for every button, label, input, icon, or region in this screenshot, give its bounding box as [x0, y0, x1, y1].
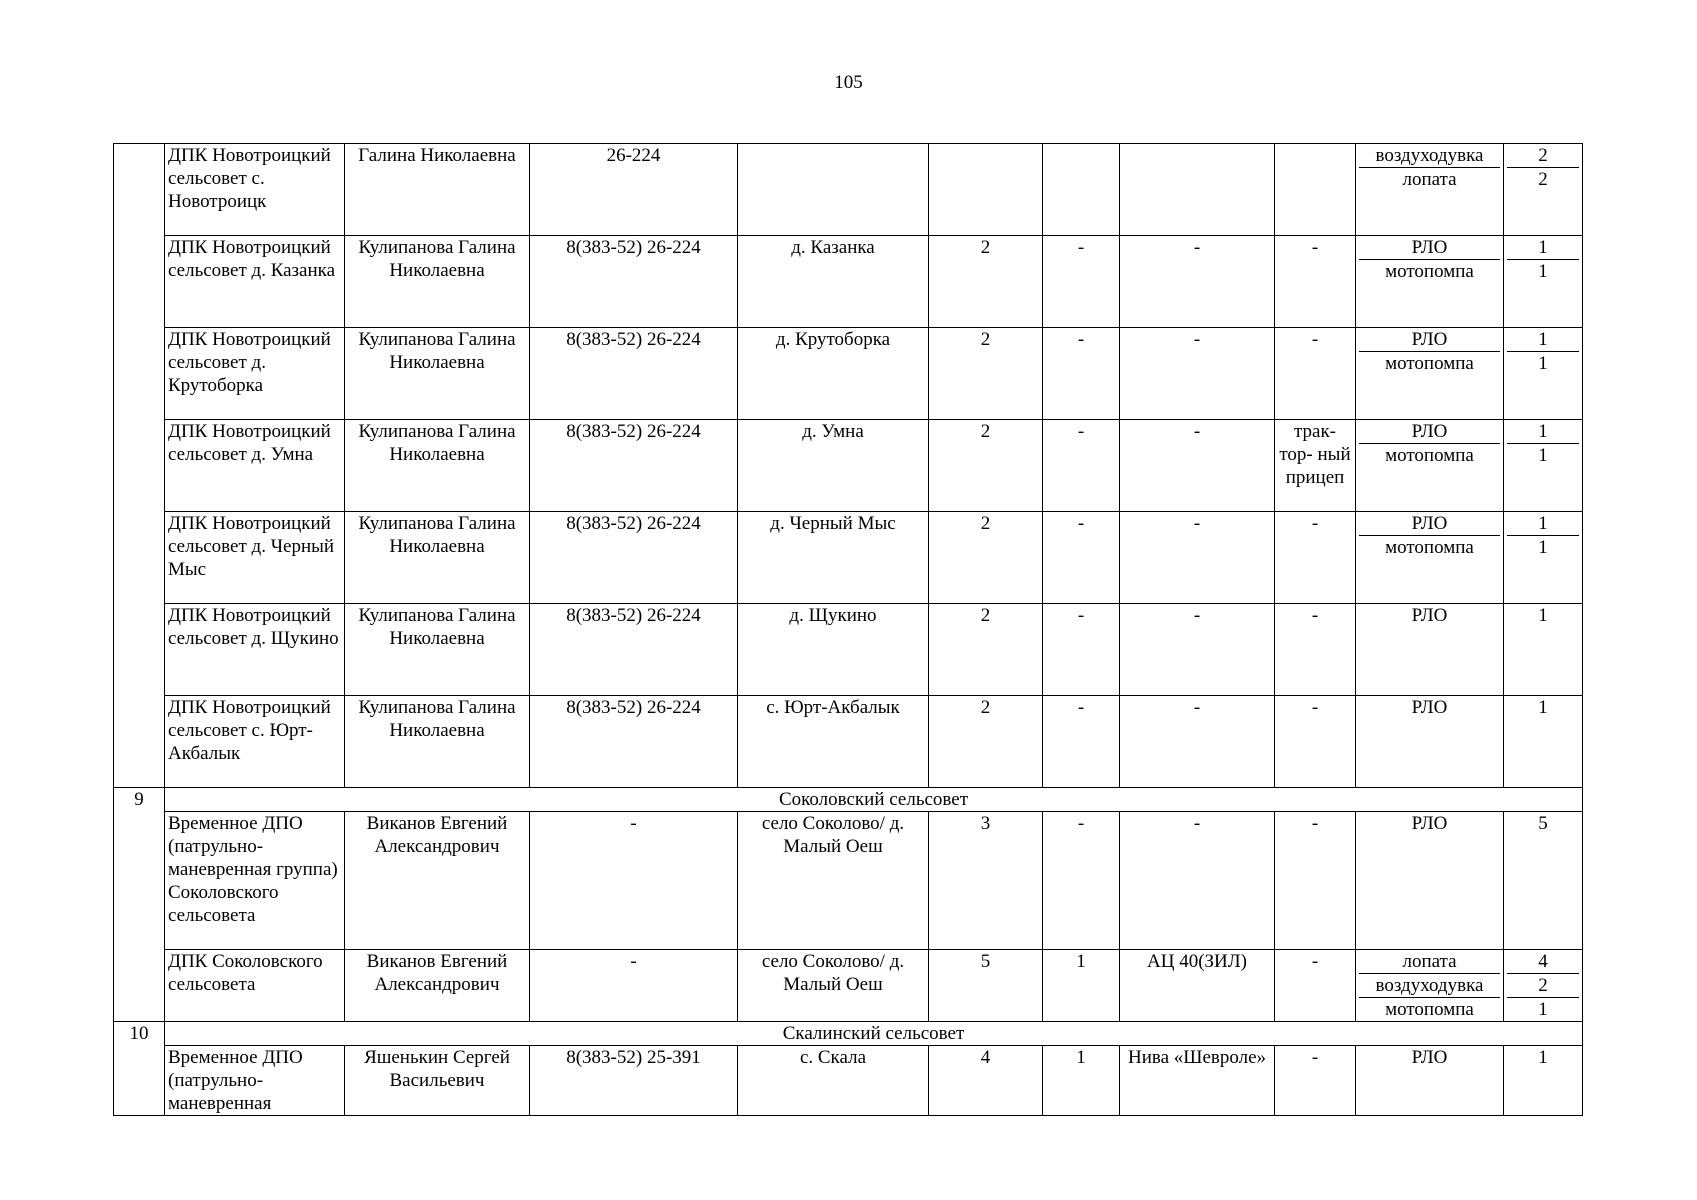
place-cell: село Соколово/ д. Малый Оеш: [738, 812, 929, 950]
people-count-cell: 2: [929, 604, 1043, 696]
section-title: Скалинский сельсовет: [165, 1022, 1583, 1046]
people-count-cell: 3: [929, 812, 1043, 950]
vehicle-count-cell: -: [1043, 236, 1120, 328]
org-cell: ДПК Новотроицкий сельсовет с. Новотроицк: [165, 144, 345, 236]
phone-cell: 8(383-52) 26-224: [530, 236, 738, 328]
vehicle-type-cell: -: [1120, 328, 1275, 420]
vehicle-type-cell: -: [1120, 512, 1275, 604]
place-cell: д. Щукино: [738, 604, 929, 696]
equipment-qty-cell: [1504, 1046, 1583, 1116]
table-row: [114, 328, 1583, 420]
place-cell: [738, 144, 929, 236]
equipment-qty-cell: [1504, 420, 1583, 512]
vehicle-count-cell: -: [1043, 328, 1120, 420]
person-cell: Кулипанова Галина Николаевна: [345, 696, 530, 788]
person-cell: Виканов Евгений Александрович: [345, 950, 530, 1022]
people-count-cell: 5: [929, 950, 1043, 1022]
equipment-name: мотопомпа: [1385, 261, 1474, 282]
vehicle-type-cell: -: [1120, 696, 1275, 788]
phone-cell: 8(383-52) 26-224: [530, 420, 738, 512]
equipment-name: РЛО: [1411, 697, 1448, 718]
vehicle-count-cell: -: [1043, 604, 1120, 696]
equipment-qty-cell: [1504, 512, 1583, 604]
equipment-name-cell: [1356, 512, 1504, 604]
fire-brigade-table: [113, 143, 1583, 1116]
people-count-cell: 2: [929, 420, 1043, 512]
org-cell: Временное ДПО (патрульно-маневренная группа) Соколовского сельсовета: [165, 812, 345, 950]
table-row: [114, 950, 1583, 1022]
equipment-qty: 1: [1538, 605, 1548, 626]
place-cell: д. Крутоборка: [738, 328, 929, 420]
equipment-name: мотопомпа: [1385, 999, 1474, 1020]
equipment-name: воздуходувка: [1359, 974, 1500, 998]
equipment-name-cell: [1356, 328, 1504, 420]
vehicle-type-cell: -: [1120, 812, 1275, 950]
page-number: 105: [834, 72, 863, 93]
equipment-qty: 2: [1507, 144, 1579, 168]
trailer-cell: [1275, 144, 1356, 236]
vehicle-type-cell: -: [1120, 604, 1275, 696]
people-count-cell: 2: [929, 512, 1043, 604]
equipment-qty: 5: [1538, 813, 1548, 834]
equipment-qty-cell: [1504, 328, 1583, 420]
person-cell: Кулипанова Галина Николаевна: [345, 604, 530, 696]
phone-cell: 8(383-52) 25-391: [530, 1046, 738, 1116]
equipment-name-cell: [1356, 1046, 1504, 1116]
equipment-name: воздуходувка: [1359, 144, 1500, 168]
equipment-name: лопата: [1402, 169, 1457, 190]
equipment-qty: 1: [1507, 328, 1579, 352]
equipment-name: РЛО: [1359, 420, 1500, 444]
equipment-qty-cell: [1504, 950, 1583, 1022]
people-count-cell: 2: [929, 696, 1043, 788]
org-cell: ДПК Новотроицкий сельсовет д. Умна: [165, 420, 345, 512]
trailer-cell: -: [1275, 950, 1356, 1022]
org-cell: ДПК Новотроицкий сельсовет с. Юрт-Акбалык: [165, 696, 345, 788]
equipment-qty: 4: [1507, 950, 1579, 974]
equipment-name-cell: [1356, 812, 1504, 950]
equipment-qty: 1: [1538, 261, 1548, 282]
equipment-qty-cell: [1504, 696, 1583, 788]
vehicle-type-cell: АЦ 40(ЗИЛ): [1120, 950, 1275, 1022]
equipment-qty: 2: [1538, 169, 1548, 190]
phone-cell: -: [530, 812, 738, 950]
equipment-qty-cell: [1504, 144, 1583, 236]
equipment-name: мотопомпа: [1385, 353, 1474, 374]
trailer-cell: -: [1275, 1046, 1356, 1116]
trailer-cell: -: [1275, 512, 1356, 604]
equipment-qty: 1: [1538, 353, 1548, 374]
equipment-name: РЛО: [1411, 813, 1448, 834]
org-cell: ДПК Новотроицкий сельсовет д. Щукино: [165, 604, 345, 696]
equipment-name-cell: [1356, 420, 1504, 512]
table-row: [114, 144, 1583, 236]
section-number: 9: [114, 788, 165, 1022]
people-count-cell: 2: [929, 328, 1043, 420]
person-cell: Виканов Евгений Александрович: [345, 812, 530, 950]
vehicle-count-cell: 1: [1043, 1046, 1120, 1116]
org-cell: Временное ДПО (патрульно-маневренная: [165, 1046, 345, 1116]
equipment-qty-cell: [1504, 604, 1583, 696]
org-cell: ДПК Новотроицкий сельсовет д. Крутоборка: [165, 328, 345, 420]
vehicle-count-cell: 1: [1043, 950, 1120, 1022]
phone-cell: 8(383-52) 26-224: [530, 328, 738, 420]
vehicle-type-cell: -: [1120, 420, 1275, 512]
vehicle-type-cell: -: [1120, 236, 1275, 328]
trailer-cell: трак- тор- ный прицеп: [1275, 420, 1356, 512]
equipment-name: РЛО: [1411, 1047, 1448, 1068]
person-cell: Кулипанова Галина Николаевна: [345, 420, 530, 512]
phone-cell: 8(383-52) 26-224: [530, 512, 738, 604]
person-cell: Кулипанова Галина Николаевна: [345, 512, 530, 604]
vehicle-type-cell: Нива «Шевроле»: [1120, 1046, 1275, 1116]
place-cell: с. Скала: [738, 1046, 929, 1116]
equipment-qty: 1: [1538, 1047, 1548, 1068]
place-cell: д. Казанка: [738, 236, 929, 328]
trailer-cell: -: [1275, 812, 1356, 950]
equipment-name-cell: [1356, 950, 1504, 1022]
trailer-cell: -: [1275, 604, 1356, 696]
org-cell: ДПК Соколовского сельсовета: [165, 950, 345, 1022]
table-row: [114, 1046, 1583, 1116]
person-cell: Яшенькин Сергей Васильевич: [345, 1046, 530, 1116]
equipment-qty-cell: [1504, 236, 1583, 328]
phone-cell: 8(383-52) 26-224: [530, 604, 738, 696]
phone-cell: 8(383-52) 26-224: [530, 696, 738, 788]
equipment-qty: 1: [1538, 999, 1548, 1020]
phone-cell: 26-224: [530, 144, 738, 236]
equipment-qty: 1: [1507, 512, 1579, 536]
equipment-qty-cell: [1504, 812, 1583, 950]
section-number: 10: [114, 1022, 165, 1116]
section-title: Соколовский сельсовет: [165, 788, 1583, 812]
people-count-cell: 2: [929, 236, 1043, 328]
people-count-cell: [929, 144, 1043, 236]
equipment-name-cell: [1356, 144, 1504, 236]
vehicle-count-cell: -: [1043, 696, 1120, 788]
equipment-name: РЛО: [1359, 512, 1500, 536]
table-row: [114, 420, 1583, 512]
equipment-name: РЛО: [1359, 236, 1500, 260]
row-number-cell: [114, 144, 165, 788]
equipment-name: РЛО: [1411, 605, 1448, 626]
place-cell: д. Черный Мыс: [738, 512, 929, 604]
person-cell: Кулипанова Галина Николаевна: [345, 328, 530, 420]
equipment-name-cell: [1356, 604, 1504, 696]
equipment-name: РЛО: [1359, 328, 1500, 352]
place-cell: д. Умна: [738, 420, 929, 512]
phone-cell: -: [530, 950, 738, 1022]
table-row: [114, 604, 1583, 696]
equipment-qty: 2: [1507, 974, 1579, 998]
trailer-cell: -: [1275, 328, 1356, 420]
equipment-qty: 1: [1507, 236, 1579, 260]
section-header-row: [114, 1022, 1583, 1046]
org-cell: ДПК Новотроицкий сельсовет д. Черный Мыс: [165, 512, 345, 604]
vehicle-count-cell: -: [1043, 812, 1120, 950]
equipment-name: мотопомпа: [1385, 537, 1474, 558]
equipment-qty: 1: [1538, 445, 1548, 466]
equipment-name: мотопомпа: [1385, 445, 1474, 466]
equipment-name-cell: [1356, 236, 1504, 328]
vehicle-count-cell: -: [1043, 420, 1120, 512]
org-cell: ДПК Новотроицкий сельсовет д. Казанка: [165, 236, 345, 328]
table-row: [114, 696, 1583, 788]
table-row: [114, 512, 1583, 604]
place-cell: село Соколово/ д. Малый Оеш: [738, 950, 929, 1022]
table-row: [114, 812, 1583, 950]
trailer-cell: -: [1275, 236, 1356, 328]
equipment-name-cell: [1356, 696, 1504, 788]
trailer-cell: -: [1275, 696, 1356, 788]
table-row: [114, 236, 1583, 328]
equipment-name: лопата: [1359, 950, 1500, 974]
people-count-cell: 4: [929, 1046, 1043, 1116]
equipment-qty: 1: [1538, 697, 1548, 718]
vehicle-type-cell: [1120, 144, 1275, 236]
vehicle-count-cell: -: [1043, 512, 1120, 604]
section-header-row: [114, 788, 1583, 812]
vehicle-count-cell: [1043, 144, 1120, 236]
person-cell: Галина Николаевна: [345, 144, 530, 236]
person-cell: Кулипанова Галина Николаевна: [345, 236, 530, 328]
equipment-qty: 1: [1538, 537, 1548, 558]
equipment-qty: 1: [1507, 420, 1579, 444]
place-cell: с. Юрт-Акбалык: [738, 696, 929, 788]
